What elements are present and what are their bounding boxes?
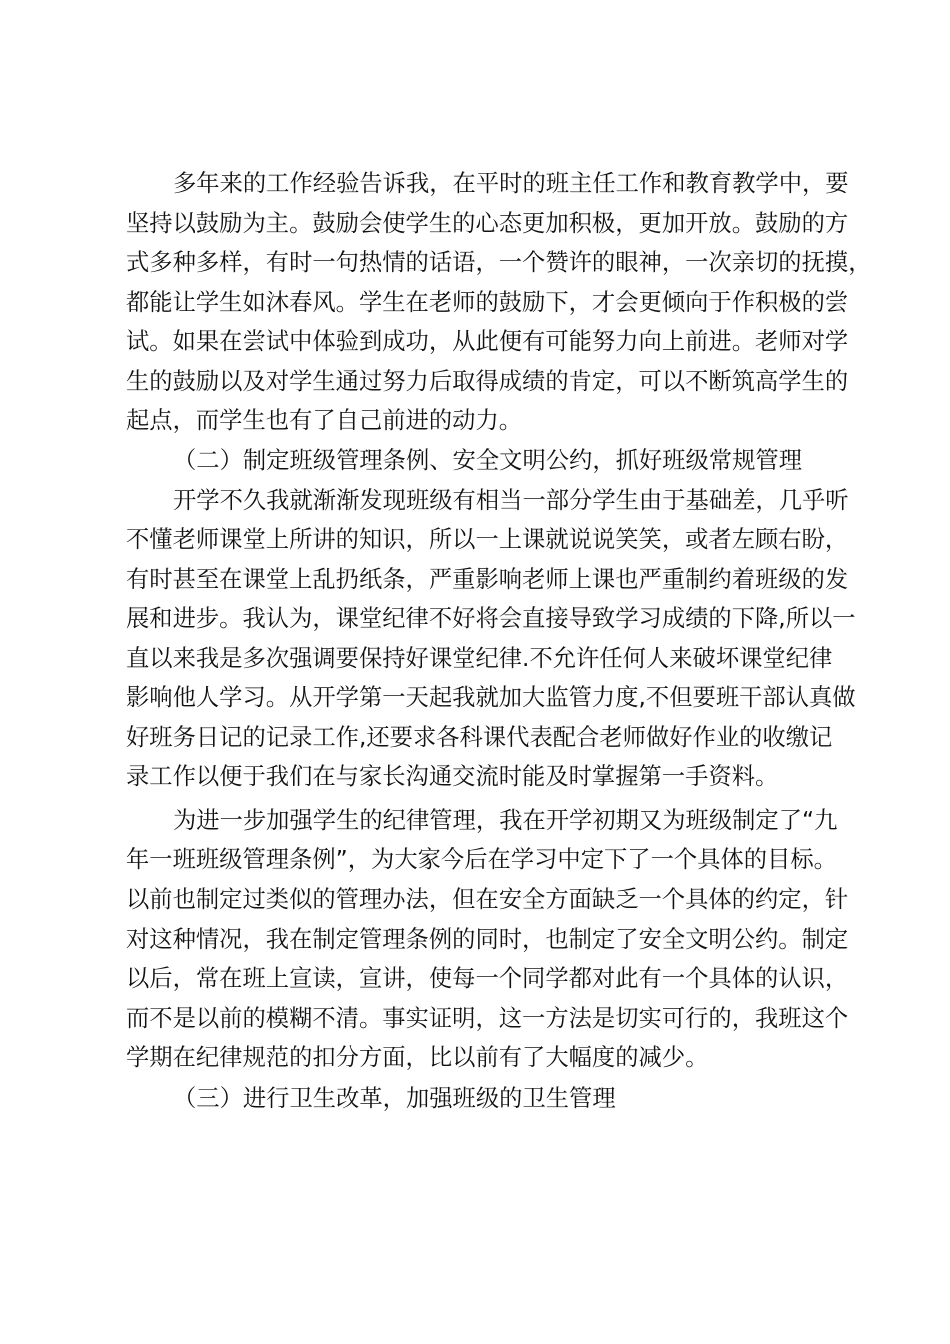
paragraph-3-line-6: 而不是以前的模糊不清。事实证明，这一方法是切实可行的，我班这个 <box>126 1005 849 1032</box>
paragraph-2-line-5: 直以来我是多次强调要保持好课堂纪律.不允许任何人来破坏课堂纪律 <box>126 645 833 672</box>
section-heading-2: （二）制定班级管理条例、安全文明公约，抓好班级常规管理 <box>173 447 803 474</box>
paragraph-2-line-7: 好班务日记的记录工作,还要求各科课代表配合老师做好作业的收缴记 <box>126 724 833 751</box>
paragraph-1-line-4: 都能让学生如沐春风。学生在老师的鼓励下，才会更倾向于作积极的尝 <box>126 289 849 316</box>
paragraph-2-line-1: 开学不久我就渐渐发现班级有相当一部分学生由于基础差，几乎听 <box>173 487 849 514</box>
paragraph-1-line-6: 生的鼓励以及对学生通过努力后取得成绩的肯定，可以不断筑高学生的 <box>126 368 849 395</box>
paragraph-3-line-5: 以后，常在班上宣读，宣讲，使每一个同学都对此有一个具体的认识， <box>126 965 849 992</box>
paragraph-2-line-8: 录工作以便于我们在与家长沟通交流时能及时掌握第一手资料。 <box>126 763 779 790</box>
paragraph-3-line-1: 为进一步加强学生的纪律管理，我在开学初期又为班级制定了“九 <box>173 807 838 834</box>
paragraph-2-line-2: 不懂老师课堂上所讲的知识，所以一上课就说说笑笑，或者左顾右盼， <box>126 526 849 553</box>
paragraph-3-line-7: 学期在纪律规范的扣分方面，比以前有了大幅度的减少。 <box>126 1044 709 1071</box>
paragraph-1-line-3: 式多种多样，有时一句热情的话语，一个赞许的眼神，一次亲切的抚摸， <box>126 249 872 276</box>
paragraph-1-line-5: 试。如果在尝试中体验到成功，从此便有可能努力向上前进。老师对学 <box>126 328 849 355</box>
section-heading-3: （三）进行卫生改革，加强班级的卫生管理 <box>173 1085 616 1112</box>
paragraph-3-line-3: 以前也制定过类似的管理办法，但在安全方面缺乏一个具体的约定，针 <box>126 886 849 913</box>
paragraph-3-line-2: 年一班班级管理条例”，为大家今后在学习中定下了一个具体的目标。 <box>126 846 837 873</box>
paragraph-1-line-1: 多年来的工作经验告诉我，在平时的班主任工作和教育教学中，要 <box>173 170 849 197</box>
paragraph-2-line-6: 影响他人学习。从开学第一天起我就加大监管力度,不但要班干部认真做 <box>126 684 856 711</box>
paragraph-3-line-4: 对这种情况，我在制定管理条例的同时，也制定了安全文明公约。制定 <box>126 926 849 953</box>
paragraph-2-line-4: 展和进步。我认为，课堂纪律不好将会直接导致学习成绩的下降,所以一 <box>126 605 856 632</box>
paragraph-1-line-2: 坚持以鼓励为主。鼓励会使学生的心态更加积极，更加开放。鼓励的方 <box>126 210 849 237</box>
paragraph-2-line-3: 有时甚至在课堂上乱扔纸条，严重影响老师上课也严重制约着班级的发 <box>126 566 849 593</box>
paragraph-1-line-7: 起点，而学生也有了自己前进的动力。 <box>126 407 523 434</box>
